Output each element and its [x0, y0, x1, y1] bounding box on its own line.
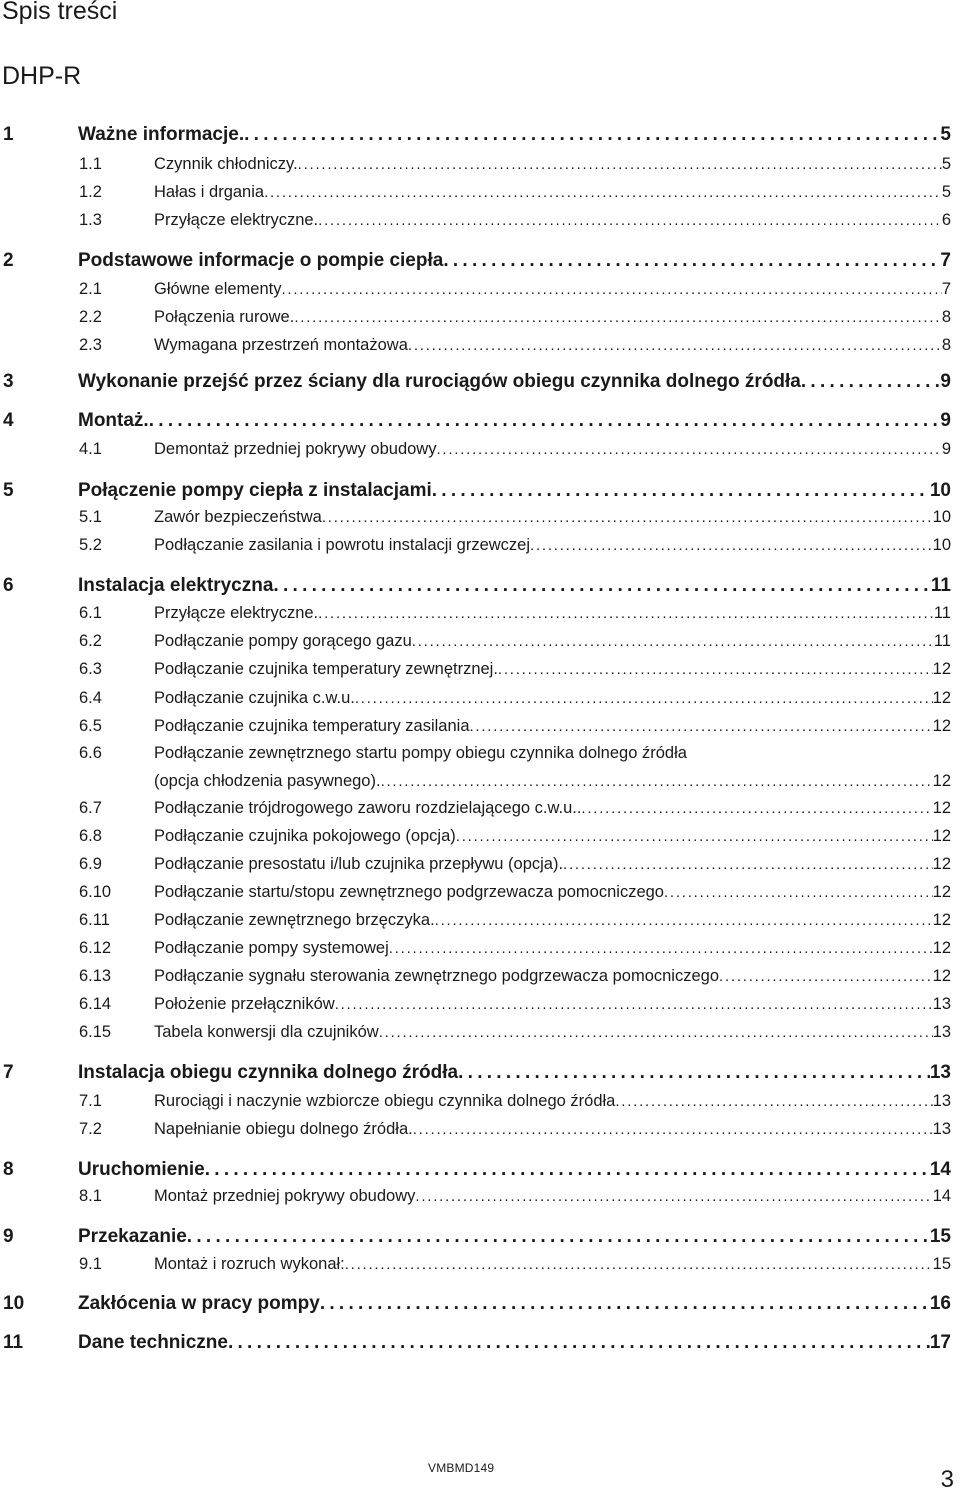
toc-entry[interactable]: [0, 967, 951, 993]
toc-entry-number: 7.2: [79, 1120, 102, 1138]
toc-entry-number: 6.13: [79, 967, 112, 985]
toc-entry-page: 8: [941, 336, 951, 354]
dot-leader: [187, 1226, 930, 1248]
toc-entry-page: 12: [932, 717, 951, 735]
toc-entry[interactable]: [0, 1159, 951, 1185]
toc-entry[interactable]: [0, 1092, 951, 1118]
dot-leader: [335, 996, 933, 1013]
toc-entry-label: Podłączanie czujnika pokojowego (opcja): [154, 827, 456, 845]
toc-entry-page: 15: [932, 1255, 951, 1273]
toc-entry-page: 13: [932, 1023, 951, 1041]
toc-entry-page: 13: [932, 995, 951, 1013]
toc-entry-page: 5: [941, 155, 951, 173]
toc-entry[interactable]: [0, 883, 951, 909]
toc-entry-page: 6: [941, 211, 951, 229]
toc-entry-page: 12: [932, 772, 951, 790]
toc-entry-label: Podłączanie presostatu i/lub czujnika przepływu (opcja).: [154, 855, 564, 873]
toc-entry-number: 6.10: [79, 883, 112, 901]
toc-entry-label: Położenie przełączników: [154, 995, 335, 1013]
toc-entry-number: 1: [3, 124, 14, 145]
toc-entry-page: 12: [932, 827, 951, 845]
toc-entry-page: 12: [932, 911, 951, 929]
dot-leader: [563, 856, 933, 873]
toc-entry-label: Montaż i rozruch wykonał:: [154, 1255, 345, 1273]
toc-entry[interactable]: [0, 183, 951, 209]
toc-entry-number: 6.14: [79, 995, 112, 1013]
toc-entry-page: 10: [932, 508, 951, 526]
toc-entry-number: 1.2: [79, 183, 102, 201]
toc-entry-number: 6.9: [79, 855, 102, 873]
dot-leader: [355, 690, 933, 707]
toc-entry-label: Główne elementy: [154, 280, 282, 298]
toc-entry-page: 15: [929, 1226, 951, 1247]
toc-entry-page: 14: [932, 1187, 951, 1205]
dot-leader: [389, 940, 933, 957]
toc-entry-label: Podstawowe informacje o pompie ciepła: [78, 250, 444, 271]
toc-entry-number: 11: [3, 1332, 24, 1353]
toc-entry-number: 6.2: [79, 632, 102, 650]
dot-leader: [530, 537, 933, 554]
toc-entry-number: 1.3: [79, 211, 102, 229]
toc-entry-number: 3: [3, 371, 14, 392]
toc-entry-page: 5: [941, 183, 951, 201]
toc-entry[interactable]: [0, 772, 951, 798]
dot-leader: [432, 480, 930, 502]
toc-entry-number: 6.7: [79, 799, 102, 817]
toc-entry-label: (opcja chłodzenia pasywnego).: [154, 772, 381, 790]
toc-entry-label: Przekazanie: [78, 1226, 187, 1247]
dot-leader: [244, 124, 940, 146]
dot-leader: [443, 250, 940, 272]
toc-entry-number: 6.1: [79, 604, 102, 622]
toc-entry[interactable]: [0, 632, 951, 658]
dot-leader: [719, 968, 933, 985]
toc-entry-number: 2: [3, 250, 14, 271]
toc-entry[interactable]: [0, 440, 951, 466]
dot-leader: [458, 1062, 930, 1084]
toc-entry-number: 2.3: [79, 336, 102, 354]
dot-leader: [664, 884, 933, 901]
toc-entry-page: 10: [929, 480, 951, 501]
toc-entry-number: 6.4: [79, 689, 102, 707]
dot-leader: [320, 1293, 930, 1315]
toc-entry-page: 11: [930, 575, 951, 596]
toc-entry-number: 5.1: [79, 508, 102, 526]
toc-entry-label: Podłączanie pompy systemowej: [154, 939, 389, 957]
toc-entry-page: 16: [929, 1293, 951, 1314]
dot-leader: [415, 1188, 932, 1205]
toc-entry-label: Podłączanie czujnika temperatury zasilania: [154, 717, 470, 735]
toc-entry-number: 6.6: [79, 744, 102, 762]
toc-entry-label: Podłączanie zasilania i powrotu instalacji grzewczej: [154, 536, 531, 554]
toc-entry-number: 8: [3, 1159, 14, 1180]
toc-entry-label: Podłączanie czujnika temperatury zewnętrznej.: [154, 660, 498, 678]
toc-entry-label: Połączenia rurowe.: [154, 308, 295, 326]
toc-entry-label: Podłączanie trójdrogowego zaworu rozdzielającego c.w.u..: [154, 799, 582, 817]
toc-entry-page: 9: [941, 440, 951, 458]
toc-entry-number: 5.2: [79, 536, 102, 554]
toc-entry-page: 11: [933, 604, 951, 622]
toc-entry[interactable]: [0, 155, 951, 181]
toc-entry-label: Połączenie pompy ciepła z instalacjami: [78, 480, 432, 501]
dot-leader: [801, 371, 941, 393]
toc-entry-label: Przyłącze elektryczne.: [154, 211, 319, 229]
toc-entry-number: 8.1: [79, 1187, 102, 1205]
toc-entry-number: 7.1: [79, 1092, 102, 1110]
dot-leader: [149, 410, 941, 432]
toc-entry-number: 6.12: [79, 939, 112, 957]
toc-entry-label: Zakłócenia w pracy pompy: [78, 1293, 320, 1314]
toc-entry[interactable]: [0, 911, 951, 937]
toc-entry[interactable]: [0, 1023, 951, 1049]
toc-entry-number: 9: [3, 1226, 14, 1247]
toc-entry-label: Montaż.: [78, 410, 149, 431]
toc-entry-label: Instalacja elektryczna: [78, 575, 274, 596]
toc-entry[interactable]: [0, 799, 951, 825]
toc-entry-number: 2.2: [79, 308, 102, 326]
dot-leader: [436, 441, 941, 458]
toc-entry-number: 6.15: [79, 1023, 112, 1041]
toc-entry-number: 6.8: [79, 827, 102, 845]
toc-entry-label: Montaż przedniej pokrywy obudowy: [154, 1187, 416, 1205]
toc-entry-label: Ważne informacje.: [78, 124, 245, 145]
toc-entry[interactable]: [0, 371, 951, 397]
toc-entry-label: Czynnik chłodniczy.: [154, 155, 298, 173]
toc-entry-number: 10: [3, 1293, 25, 1314]
toc-entry[interactable]: [0, 280, 951, 306]
toc-entry-label: Rurociągi i naczynie wzbiorcze obiegu czynnika dolnego źródła: [154, 1092, 616, 1110]
toc-entry-number: 1.1: [79, 155, 102, 173]
toc-entry-number: 7: [3, 1062, 14, 1083]
dot-leader: [205, 1159, 930, 1181]
toc-entry[interactable]: [0, 336, 951, 362]
toc-entry-page: 12: [932, 689, 951, 707]
dot-leader: [379, 1024, 933, 1041]
toc-entry-page: 12: [932, 660, 951, 678]
toc-entry-page: 12: [932, 883, 951, 901]
document-subtitle: DHP-R: [2, 62, 82, 90]
dot-leader: [413, 1121, 933, 1138]
toc-entry-page: 9: [940, 410, 951, 431]
dot-leader: [294, 309, 941, 326]
dot-leader: [281, 281, 941, 298]
toc-entry-label-line1: Podłączanie zewnętrznego startu pompy obiegu czynnika dolnego źródła: [154, 744, 687, 762]
toc-entry-page: 12: [932, 939, 951, 957]
footer-code: VMBMD149: [428, 1461, 495, 1475]
dot-leader: [615, 1093, 932, 1110]
toc-entry[interactable]: [0, 1187, 951, 1213]
dot-leader: [298, 156, 942, 173]
toc-entry-label: Podłączanie zewnętrznego brzęczyka.: [154, 911, 435, 929]
toc-entry[interactable]: [0, 124, 951, 150]
toc-entry[interactable]: [0, 410, 951, 436]
toc-entry-number: 6.5: [79, 717, 102, 735]
toc-entry-number: 6: [3, 575, 14, 596]
toc-entry[interactable]: [0, 939, 951, 965]
toc-entry[interactable]: [0, 660, 951, 686]
dot-leader: [228, 1332, 930, 1354]
dot-leader: [318, 212, 942, 229]
toc-entry-label: Hałas i drgania: [154, 183, 265, 201]
toc-entry-page: 7: [941, 280, 951, 298]
toc-entry-number: 4: [3, 410, 14, 431]
dot-leader: [408, 337, 942, 354]
toc-entry[interactable]: [0, 1332, 951, 1358]
toc-entry-label: Podłączanie sygnału sterowania zewnętrznego podgrzewacza pomocniczego: [154, 967, 720, 985]
toc-entry-number: 2.1: [79, 280, 102, 298]
toc-entry-label: Zawór bezpieczeństwa: [154, 508, 322, 526]
toc-entry[interactable]: [0, 604, 951, 630]
toc-entry-number: 6.3: [79, 660, 102, 678]
toc-entry-page: 5: [940, 124, 951, 145]
toc-entry-label: Demontaż przedniej pokrywy obudowy: [154, 440, 437, 458]
toc-entry-label: Tabela konwersji dla czujników: [154, 1023, 379, 1041]
toc-entry-page: 8: [941, 308, 951, 326]
toc-entry-label: Wymagana przestrzeń montażowa: [154, 336, 408, 354]
toc-entry-page: 13: [932, 1120, 951, 1138]
toc-entry-page: 14: [929, 1159, 951, 1180]
dot-leader: [470, 718, 933, 735]
dot-leader: [322, 509, 933, 526]
toc-entry-label: Podłączanie startu/stopu zewnętrznego podgrzewacza pomocniczego: [154, 883, 664, 901]
toc-entry-page: 12: [932, 855, 951, 873]
toc-entry[interactable]: [0, 995, 951, 1021]
dot-leader: [381, 773, 933, 790]
toc-entry-page: 10: [932, 536, 951, 554]
toc-entry[interactable]: [0, 508, 951, 534]
toc-entry-label: Wykonanie przejść przez ściany dla rurociągów obiegu czynnika dolnego źródła: [78, 371, 801, 392]
dot-leader: [273, 575, 931, 597]
toc-entry-label: Przyłącze elektryczne.: [154, 604, 319, 622]
toc-entry-number: 9.1: [79, 1255, 102, 1273]
toc-entry-label: Uruchomienie: [78, 1159, 205, 1180]
toc-entry-page: 17: [929, 1332, 951, 1353]
toc-entry[interactable]: [0, 1226, 951, 1252]
toc-entry-page: 7: [940, 250, 951, 271]
toc-entry[interactable]: [0, 308, 951, 334]
page-title: Spis treści: [2, 0, 118, 25]
toc-entry[interactable]: [0, 1255, 951, 1281]
toc-entry[interactable]: [0, 536, 951, 562]
toc-entry-label: Instalacja obiegu czynnika dolnego źródła: [78, 1062, 459, 1083]
toc-entry[interactable]: [0, 211, 951, 237]
toc-entry[interactable]: [0, 689, 951, 715]
dot-leader: [581, 800, 932, 817]
toc-entry-number: 4.1: [79, 440, 102, 458]
toc-entry[interactable]: [0, 1062, 951, 1088]
toc-entry-label: Podłączanie czujnika c.w.u.: [154, 689, 355, 707]
toc-entry-label: Podłączanie pompy gorącego gazu: [154, 632, 412, 650]
toc-entry[interactable]: [0, 480, 951, 506]
toc-entry-page: 13: [932, 1092, 951, 1110]
page-number: 3: [940, 1466, 954, 1493]
dot-leader: [435, 912, 933, 929]
dot-leader: [318, 605, 934, 622]
dot-leader: [456, 828, 933, 845]
toc-entry-label: Napełnianie obiegu dolnego źródła.: [154, 1120, 413, 1138]
dot-leader: [264, 184, 942, 201]
toc-entry[interactable]: [0, 250, 951, 276]
toc-entry-number: 5: [3, 480, 14, 501]
dot-leader: [345, 1256, 933, 1273]
toc-entry[interactable]: [0, 1120, 951, 1146]
toc-entry-page: 12: [932, 799, 951, 817]
toc-entry[interactable]: [0, 717, 951, 743]
toc-entry-page: 12: [932, 967, 951, 985]
toc-entry-label: Dane techniczne: [78, 1332, 228, 1353]
toc-entry-page: 9: [940, 371, 951, 392]
toc-entry[interactable]: [0, 1293, 951, 1319]
toc-entry-page: 13: [929, 1062, 951, 1083]
toc-entry[interactable]: [0, 827, 951, 853]
dot-leader: [412, 633, 934, 650]
toc-entry-page: 11: [933, 632, 951, 650]
toc-entry-number: 6.11: [79, 911, 110, 929]
dot-leader: [498, 661, 933, 678]
toc-entry[interactable]: [0, 855, 951, 881]
toc-entry[interactable]: [0, 575, 951, 601]
